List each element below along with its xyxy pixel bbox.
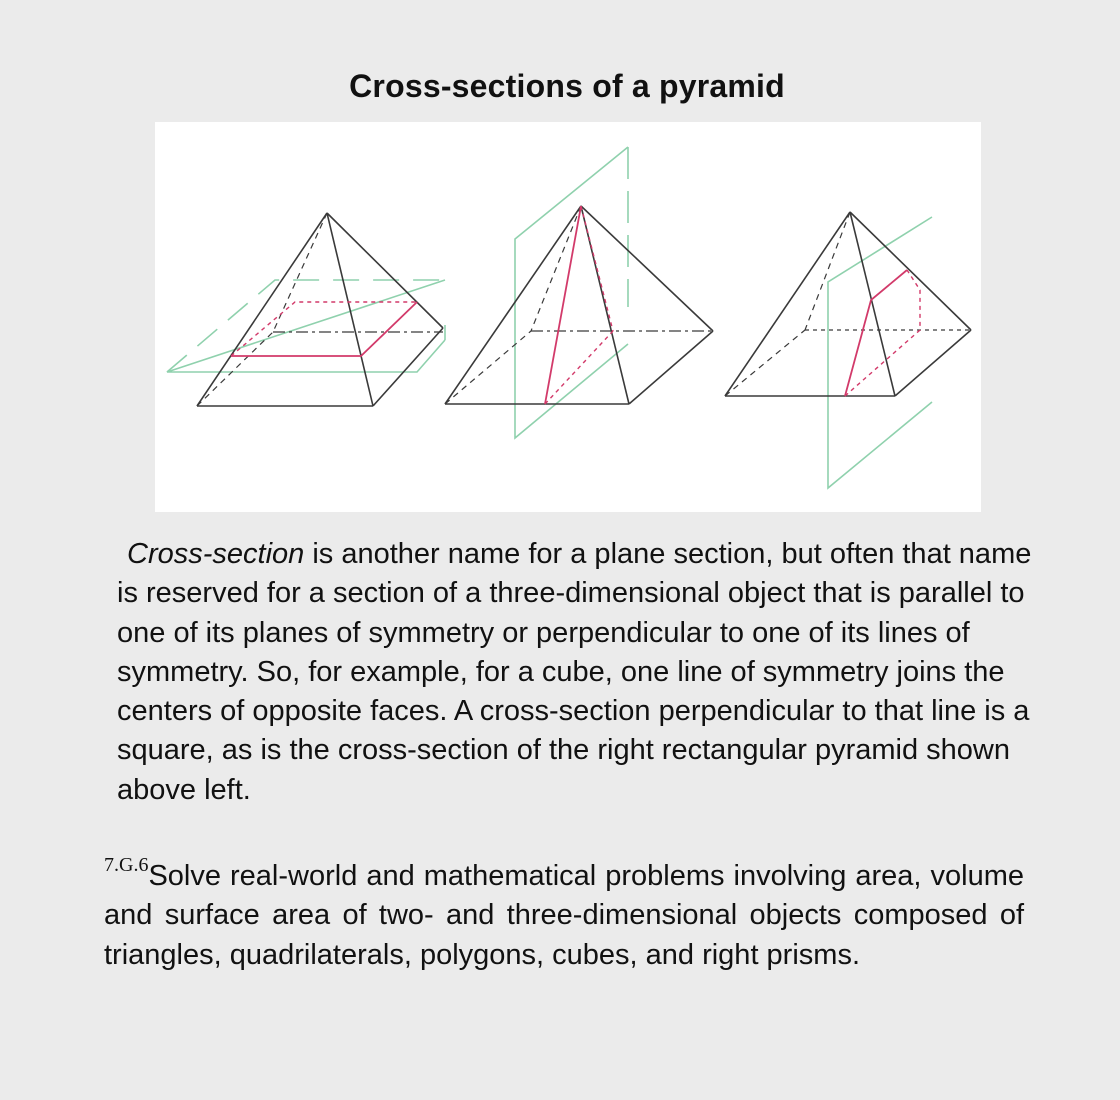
cross-section-triangle [545,206,581,404]
standard-code: 7.G.6 [104,854,149,876]
pyramid-diagrams [155,122,981,512]
cutting-plane-vertical [515,147,628,438]
cutting-plane-horizontal [167,280,445,372]
cross-section-definition [117,535,1037,810]
cutting-plane-offset [828,217,932,488]
pyramid-cross-sections-figure [155,122,981,512]
pyramid-edge [197,213,327,406]
standard-text: Solve real-world and mathematical problems involving area, volume and surface area of two- and three-dimensional objects composed of triangles, quadrilaterals, polygons, cubes, and right prisms. [104,860,1024,971]
term-cross-section: Cross-section [127,538,305,570]
pyramid-horizontal-section [167,213,445,406]
pyramid-offset-section [725,212,971,488]
cross-section-trapezoid [845,270,907,396]
page-title: Cross-sections of a pyramid [349,68,785,104]
cross-section-square [231,302,417,356]
pyramid-vertical-section [445,147,713,438]
definition-text: is another name for a plane section, but often that name is reserved for a section of a three-dimensional object that is parallel to one of its planes of symmetry or perpendicular to one of its lines of symmetry. So, for example, for a cube, one line of symmetry joins the centers of opposite faces. A cross-section perpendicular to that line is a square, as is the cross-section of the right rectangular pyramid shown above left. [117,538,1032,806]
standard-7g6 [104,846,1024,975]
